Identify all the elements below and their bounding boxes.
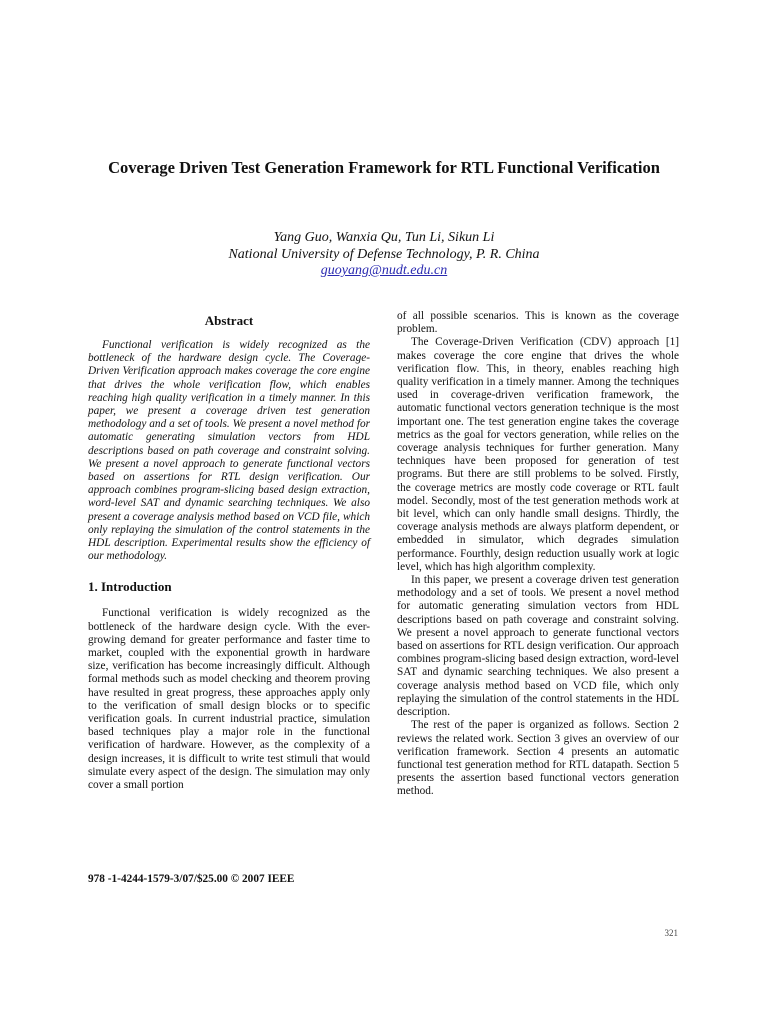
left-column — [88, 310, 370, 792]
introduction-continuation: of all possible scenarios. This is known as the coverage problem. — [397, 310, 679, 336]
right-column — [397, 310, 679, 799]
introduction-paragraph-2: The Coverage-Driven Verification (CDV) approach [1] makes coverage the core engine that drives the whole verification flow. This, in theory, enables reaching high quality verification in a timely manner. Among the techniques used in coverage-driven verification framework, the automatic functional vectors generation technique is the most important one. The test generation engine takes the coverage metrics as the goal for vectors generation, while relies on the coverage analysis techniques for further generation. Many techniques have been proposed for generation of test programs. But there are still problems to be solved. Firstly, the coverage metrics are mostly code coverage or RTL fault model. Secondly, most of the test generation methods work at bit level, which can only handle small designs. Thirdly, the coverage analysis methods are always platform dependent, or embedded in simulator, which degrades simulation performance. Fourthly, design reduction usually work at logic level, which has high algorithm complexity. — [397, 336, 679, 573]
introduction-paragraph-1: Functional verification is widely recognized as the bottleneck of the hardware design cycle. With the ever-growing demand for greater performance and faster time to market, coupled with the exponential growth in hardware size, verification has become increasingly difficult. Although formal methods such as model checking and theorem proving have resulted in great progress, these approaches apply only to the verification of small design blocks or to specific verification goals. In current industrial practice, simulation based techniques play a major role in the functional verification of hardware. However, as the complexity of a design increases, it is difficult to write test stimuli that would simulate every aspect of the design. The simulation may only cover a small portion — [88, 607, 370, 792]
paper-title: Coverage Driven Test Generation Framework for RTL Functional Verification — [108, 158, 660, 177]
copyright-notice: 978 -1-4244-1579-3/07/$25.00 © 2007 IEEE — [88, 873, 295, 885]
abstract-text: Functional verification is widely recognized as the bottleneck of the hardware design cycle. The Coverage-Driven Verification approach makes coverage the core engine that drives the whole verification flow, which enables reaching high quality verification in a timely manner. In this paper, we present a coverage driven test generation methodology and a set of tools. We present a novel method for automatic generating simulation vectors from HDL descriptions based on path coverage and constraint solving. We present a novel approach to generate functional vectors based on assertions for RTL design verification. Our approach combines program-slicing based design extraction, word-level SAT and dynamic searching techniques. We also present a coverage analysis method based on VCD file, which only replaying the simulation of the control statements in the HDL description. Experimental results show the efficiency of our methodology. — [88, 339, 370, 563]
author-email-link[interactable]: guoyang@nudt.edu.cn — [320, 263, 448, 278]
author-affiliation: National University of Defense Technology, P. R. China — [228, 246, 540, 262]
author-block — [90, 230, 678, 280]
introduction-paragraph-3: In this paper, we present a coverage driven test generation methodology and a set of tools. We present a novel method for automatic generating simulation vectors from HDL descriptions based on path coverage and constraint solving. We present a novel approach to generate functional vectors based on assertions for RTL design verification. Our approach combines program-slicing based design extraction, word-level SAT and dynamic searching techniques. We also present a coverage analysis method based on VCD file, which only replaying the simulation of the control statements in the HDL description. — [397, 574, 679, 719]
abstract-heading: Abstract — [204, 313, 254, 328]
introduction-heading: 1. Introduction — [88, 579, 172, 595]
introduction-paragraph-4: The rest of the paper is organized as follows. Section 2 reviews the related work. Section 3 gives an overview of our verification framework. Section 4 presents an automatic functional test generation method for RTL datapath. Section 5 presents the assertion based functional vectors generation method. — [397, 719, 679, 798]
page-number: 321 — [664, 928, 678, 938]
author-names: Yang Guo, Wanxia Qu, Tun Li, Sikun Li — [273, 230, 495, 245]
